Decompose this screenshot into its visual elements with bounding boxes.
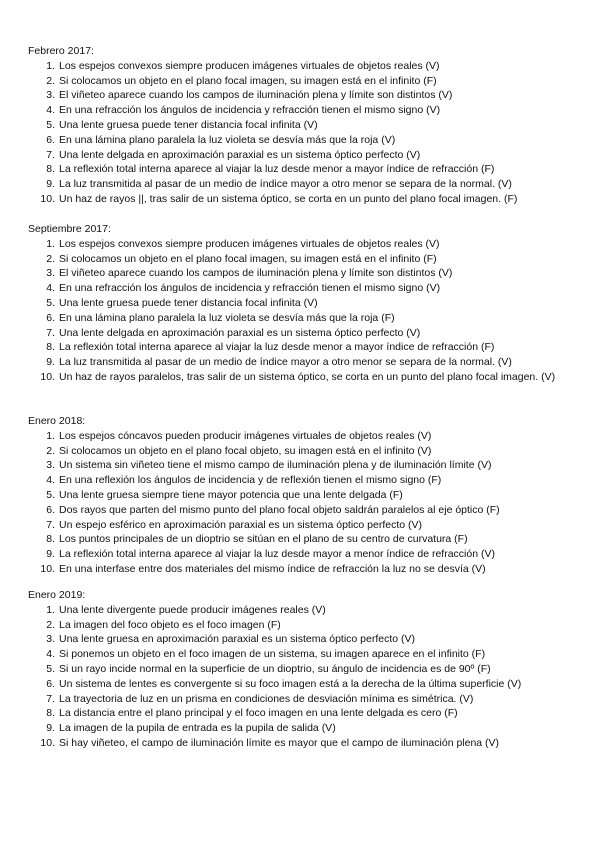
item-number: 8. — [46, 341, 55, 354]
item-text: Los espejos convexos siempre producen imágenes virtuales de objetos reales (V) — [59, 59, 440, 72]
item-text: La reflexión total interna aparece al viajar la luz desde menor a mayor índice de refracción (F) — [59, 163, 495, 176]
item-text: Un espejo esférico en aproximación paraxial es un sistema óptico perfecto (V) — [59, 518, 423, 531]
item-number: 7. — [46, 692, 55, 705]
item-text: Si colocamos un objeto en el plano focal imagen, su imagen está en el infinito (F) — [59, 74, 437, 87]
list-item — [28, 503, 568, 518]
item-text: Si ponemos un objeto en el foco imagen de un sistema, su imagen aparece en el infinito (F) — [59, 648, 486, 661]
item-text: Un sistema sin viñeteo tiene el mismo campo de iluminación plena y de iluminación límite (V) — [59, 459, 492, 472]
list-item — [28, 677, 568, 692]
list-item — [28, 562, 568, 577]
list-item — [28, 488, 568, 503]
list-item — [28, 618, 568, 633]
item-number: 6. — [46, 133, 55, 146]
item-text: Los espejos convexos siempre producen imágenes virtuales de objetos reales (V) — [59, 237, 440, 250]
section-enero-2018 — [28, 414, 568, 577]
item-text: La luz transmitida al pasar de un medio de índice mayor a otro menor se separa de la normal. (V) — [59, 356, 512, 369]
list-item — [28, 473, 568, 488]
list-item — [28, 603, 568, 618]
item-number: 1. — [46, 59, 55, 72]
list-item — [28, 74, 568, 89]
item-number: 4. — [46, 474, 55, 487]
item-number: 9. — [46, 356, 55, 369]
item-number: 6. — [46, 677, 55, 690]
item-number: 3. — [46, 459, 55, 472]
item-text: Los puntos principales de un dioptrio se sitúan en el plano de su centro de curvatura (F) — [59, 533, 468, 546]
item-number: 1. — [46, 429, 55, 442]
list-item — [28, 311, 568, 326]
item-text: La trayectoria de luz en un prisma en condiciones de desviación mínima es simétrica. (V) — [59, 692, 474, 705]
list-item — [28, 237, 568, 252]
item-text: Dos rayos que parten del mismo punto del plano focal objeto saldrán paralelos al eje óptico (F) — [59, 503, 500, 516]
section-septiembre-2017 — [28, 222, 568, 385]
list-item — [28, 547, 568, 562]
list-item — [28, 692, 568, 707]
item-text: Si un rayo incide normal en la superficie de un dioptrio, su ángulo de incidencia es de 90º (F) — [59, 662, 491, 675]
list-item — [28, 736, 568, 751]
list-item — [28, 662, 568, 677]
list-item — [28, 429, 568, 444]
item-number: 9. — [46, 178, 55, 191]
item-text: Una lente divergente puede producir imágenes reales (V) — [59, 603, 326, 616]
item-number: 4. — [46, 648, 55, 661]
item-text: En una lámina plano paralela la luz violeta se desvía más que la roja (V) — [59, 133, 396, 146]
list-item — [28, 133, 568, 148]
list-item — [28, 340, 568, 355]
list-item — [28, 706, 568, 721]
item-text: En una lámina plano paralela la luz violeta se desvía más que la roja (F) — [59, 311, 395, 324]
item-number: 10. — [40, 736, 55, 749]
section-heading: Enero 2019: — [28, 589, 86, 601]
item-text: Una lente delgada en aproximación paraxial es un sistema óptico perfecto (V) — [59, 148, 421, 161]
item-text: Si hay viñeteo, el campo de iluminación límite es mayor que el campo de iluminación plena (V) — [59, 736, 500, 749]
item-number: 10. — [40, 562, 55, 575]
list-item — [28, 647, 568, 662]
item-text: Una lente gruesa puede tener distancia focal infinita (V) — [59, 118, 318, 131]
item-number: 10. — [40, 370, 55, 383]
list-item — [28, 162, 568, 177]
list-item — [28, 59, 568, 74]
item-number: 2. — [46, 618, 55, 631]
section-enero-2019 — [28, 588, 568, 751]
question-list — [28, 429, 568, 577]
item-text: La imagen de la pupila de entrada es la pupila de salida (V) — [59, 722, 336, 735]
section-heading: Febrero 2017: — [28, 45, 94, 57]
item-text: La reflexión total interna aparece al viajar la luz desde mayor a menor índice de refracción (V) — [59, 548, 495, 561]
item-text: Una lente delgada en aproximación paraxial es un sistema óptico perfecto (V) — [59, 326, 421, 339]
item-number: 10. — [40, 192, 55, 205]
item-text: La luz transmitida al pasar de un medio de índice mayor a otro menor se separa de la normal. (V) — [59, 178, 512, 191]
item-number: 7. — [46, 326, 55, 339]
item-number: 5. — [46, 488, 55, 501]
section-heading: Septiembre 2017: — [28, 223, 111, 235]
list-item — [28, 532, 568, 547]
item-number: 2. — [46, 252, 55, 265]
item-number: 1. — [46, 237, 55, 250]
question-list — [28, 59, 568, 207]
item-text: En una interfase entre dos materiales del mismo índice de refracción la luz no se desvía (V) — [59, 562, 486, 575]
item-text: En una refracción los ángulos de incidencia y refracción tienen el mismo signo (V) — [59, 282, 441, 295]
list-item — [28, 88, 568, 103]
item-text: En una refracción los ángulos de incidencia y refracción tienen el mismo signo (V) — [59, 104, 441, 117]
question-list — [28, 603, 568, 751]
list-item — [28, 444, 568, 459]
item-text: La distancia entre el plano principal y el foco imagen en una lente delgada es cero (F) — [59, 707, 458, 720]
list-item — [28, 281, 568, 296]
item-number: 8. — [46, 163, 55, 176]
item-text: La reflexión total interna aparece al viajar la luz desde menor a mayor índice de refracción (F) — [59, 341, 495, 354]
item-text: Si colocamos un objeto en el plano focal imagen, su imagen está en el infinito (F) — [59, 252, 437, 265]
list-item — [28, 103, 568, 118]
item-text: Un haz de rayos paralelos, tras salir de un sistema óptico, se corta en un punto del plano focal imagen. (V) — [59, 370, 556, 383]
list-item — [28, 326, 568, 341]
item-text: Un haz de rayos ||, tras salir de un sistema óptico, se corta en un punto del plano focal imagen. (F) — [59, 192, 518, 205]
item-number: 2. — [46, 74, 55, 87]
list-item — [28, 177, 568, 192]
list-item — [28, 118, 568, 133]
item-number: 4. — [46, 282, 55, 295]
list-item — [28, 721, 568, 736]
list-item — [28, 458, 568, 473]
list-item — [28, 370, 568, 385]
list-item — [28, 266, 568, 281]
item-text: Una lente gruesa puede tener distancia focal infinita (V) — [59, 296, 318, 309]
item-text: Una lente gruesa siempre tiene mayor potencia que una lente delgada (F) — [59, 488, 403, 501]
list-item — [28, 252, 568, 267]
item-number: 2. — [46, 444, 55, 457]
item-number: 9. — [46, 722, 55, 735]
item-number: 9. — [46, 548, 55, 561]
item-text: El viñeteo aparece cuando los campos de iluminación plena y límite son distintos (V) — [59, 89, 453, 102]
item-number: 8. — [46, 533, 55, 546]
question-list — [28, 237, 568, 385]
item-text: El viñeteo aparece cuando los campos de iluminación plena y límite son distintos (V) — [59, 267, 453, 280]
section-febrero-2017 — [28, 44, 568, 207]
item-number: 3. — [46, 267, 55, 280]
item-text: Una lente gruesa en aproximación paraxial es un sistema óptico perfecto (V) — [59, 633, 416, 646]
item-number: 3. — [46, 89, 55, 102]
list-item — [28, 632, 568, 647]
item-number: 7. — [46, 518, 55, 531]
list-item — [28, 355, 568, 370]
item-number: 5. — [46, 296, 55, 309]
list-item — [28, 192, 568, 207]
item-number: 5. — [46, 662, 55, 675]
item-text: Un sistema de lentes es convergente si su foco imagen está a la derecha de la última superficie (V) — [59, 677, 522, 690]
list-item — [28, 518, 568, 533]
item-number: 8. — [46, 707, 55, 720]
item-number: 3. — [46, 633, 55, 646]
item-number: 5. — [46, 118, 55, 131]
item-number: 7. — [46, 148, 55, 161]
item-text: Los espejos cóncavos pueden producir imágenes virtuales de objetos reales (V) — [59, 429, 432, 442]
item-number: 1. — [46, 603, 55, 616]
list-item — [28, 148, 568, 163]
item-text: En una reflexión los ángulos de incidencia y de reflexión tienen el mismo signo (F) — [59, 474, 442, 487]
list-item — [28, 296, 568, 311]
item-number: 4. — [46, 104, 55, 117]
item-number: 6. — [46, 503, 55, 516]
item-text: Si colocamos un objeto en el plano focal objeto, su imagen está en el infinito (V) — [59, 444, 432, 457]
item-text: La imagen del foco objeto es el foco imagen (F) — [59, 618, 281, 631]
section-heading: Enero 2018: — [28, 415, 86, 427]
item-number: 6. — [46, 311, 55, 324]
